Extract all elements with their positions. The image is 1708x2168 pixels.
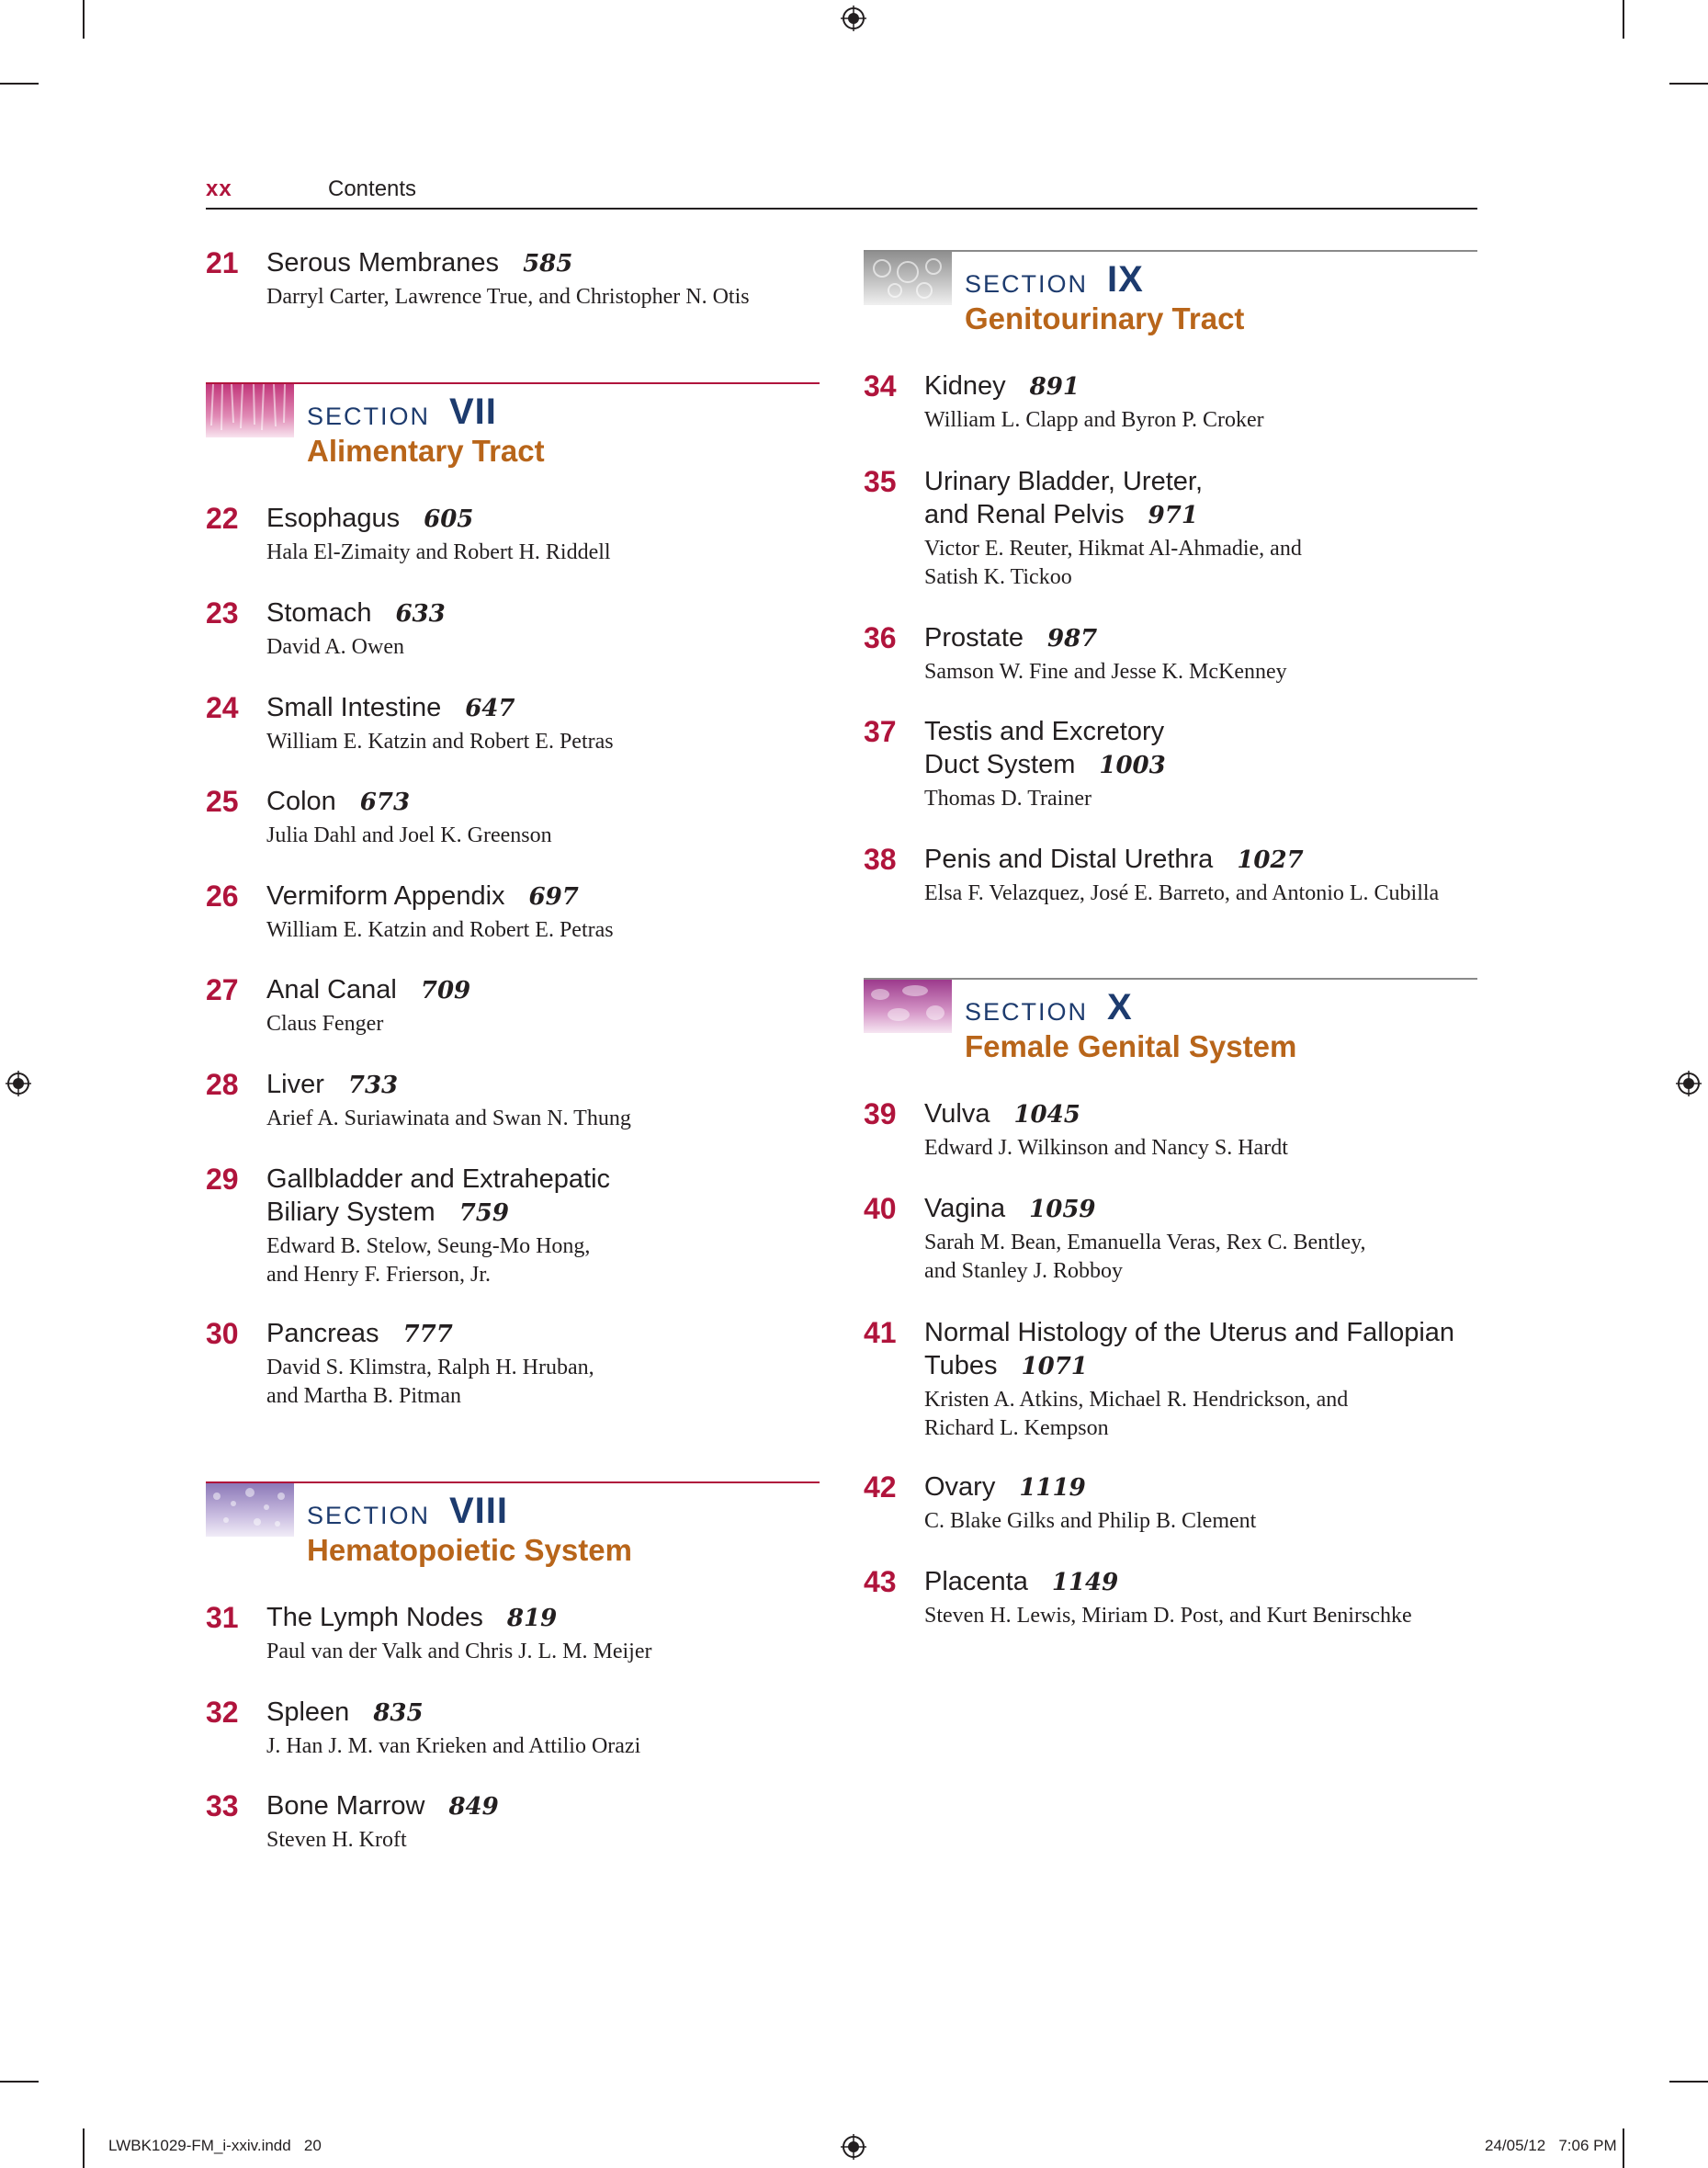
chapter-title — [266, 973, 470, 1007]
crop-mark — [1669, 83, 1708, 85]
author-line: David A. Owen — [266, 635, 404, 659]
chapter-authors — [266, 283, 750, 312]
chapter-title — [924, 465, 1203, 532]
author-line: Edward B. Stelow, Seung-Mo Hong, — [266, 1234, 591, 1258]
chapter-title-line: Vermiform Appendix — [266, 881, 505, 911]
page-number: 709 — [420, 977, 471, 1005]
author-line: William L. Clapp and Byron P. Croker — [924, 408, 1264, 432]
author-line: and Stanley J. Robboy — [924, 1259, 1123, 1283]
chapter-number: 32 — [206, 1696, 239, 1729]
chapter-number: 35 — [864, 465, 897, 498]
chapter-title — [266, 880, 579, 914]
author-line: Satish K. Tickoo — [924, 565, 1072, 589]
author-line: Julia Dahl and Joel K. Greenson — [266, 823, 552, 847]
chapter-title-line: Tubes — [924, 1351, 998, 1380]
running-title: Contents — [328, 176, 417, 201]
chapter-title-line: Serous Membranes — [266, 248, 500, 278]
chapter-authors — [266, 1010, 383, 1039]
registration-mark-icon — [841, 2134, 866, 2160]
chapter-number: 34 — [864, 369, 897, 403]
chapter-title-line: Gallbladder and Extrahepatic — [266, 1164, 611, 1194]
chapter-authors — [924, 785, 1092, 813]
chapter-title-line: Stomach — [266, 598, 372, 628]
page-number: 891 — [1029, 373, 1080, 401]
crop-mark — [0, 83, 39, 85]
chapter-title-line: Kidney — [924, 371, 1006, 401]
chapter-authors — [266, 1105, 631, 1133]
chapter-number: 43 — [864, 1565, 897, 1598]
section-rule — [206, 1481, 820, 1483]
registration-mark-icon — [841, 6, 866, 31]
page-number: 1045 — [1013, 1101, 1080, 1129]
author-line: David S. Klimstra, Ralph H. Hruban, — [266, 1356, 594, 1379]
author-line: Steven H. Lewis, Miriam D. Post, and Kurt Benirschke — [924, 1604, 1412, 1628]
section-rule — [206, 382, 820, 384]
chapter-title-line: Pancreas — [266, 1319, 379, 1348]
chapter-title-line: Vulva — [924, 1099, 990, 1129]
crop-mark — [1669, 2081, 1708, 2083]
chapter-title — [266, 785, 410, 819]
chapter-title — [266, 1163, 610, 1230]
page-number: 835 — [373, 1699, 424, 1727]
chapter-title — [924, 715, 1166, 782]
section-heading-viii — [206, 1481, 820, 1583]
author-line: Darryl Carter, Lawrence True, and Christopher N. Otis — [266, 285, 750, 309]
chapter-number: 26 — [206, 880, 239, 913]
chapter-title-line: and Renal Pelvis — [924, 500, 1125, 529]
author-line: Claus Fenger — [266, 1012, 384, 1036]
chapter-title-line: Vagina — [924, 1194, 1006, 1223]
chapter-number: 23 — [206, 596, 239, 630]
page-number: 633 — [395, 600, 446, 628]
author-line: Kristen A. Atkins, Michael R. Hendrickson, and — [924, 1388, 1349, 1412]
chapter-title-line: Small Intestine — [266, 693, 442, 722]
author-line: Edward J. Wilkinson and Nancy S. Hardt — [924, 1136, 1288, 1160]
chapter-authors — [924, 658, 1287, 687]
section-thumbnail-image — [864, 252, 952, 305]
chapter-title — [924, 843, 1304, 877]
chapter-title — [266, 1696, 424, 1730]
page-number: 1119 — [1019, 1474, 1086, 1502]
chapter-title — [924, 1192, 1096, 1226]
section-word: SECTION — [965, 998, 1089, 1026]
section-word: SECTION — [307, 403, 431, 430]
chapter-title-line: Anal Canal — [266, 975, 397, 1005]
section-roman-numeral: IX — [1107, 259, 1144, 300]
page-number: 585 — [523, 250, 573, 278]
chapter-title-line: Biliary System — [266, 1198, 435, 1227]
author-line: Sarah M. Bean, Emanuella Veras, Rex C. Bentley, — [924, 1231, 1366, 1254]
slug-date-time: 24/05/12 7:06 PM — [1485, 2137, 1617, 2154]
section-rule — [864, 250, 1477, 252]
chapter-authors — [266, 822, 552, 850]
chapter-title — [924, 369, 1080, 403]
author-line: William E. Katzin and Robert E. Petras — [266, 918, 614, 942]
section-name: Genitourinary Tract — [965, 301, 1245, 335]
page-number: 759 — [458, 1199, 509, 1227]
chapter-authors — [924, 880, 1439, 908]
page-number: 849 — [448, 1793, 499, 1821]
section-name: Female Genital System — [965, 1029, 1297, 1063]
running-header — [206, 173, 1477, 210]
chapter-authors — [266, 539, 611, 567]
chapter-title-line: Penis and Distal Urethra — [924, 845, 1214, 874]
section-roman-numeral: VII — [449, 392, 497, 432]
chapter-authors — [266, 1826, 407, 1855]
chapter-number: 21 — [206, 246, 239, 279]
chapter-number: 40 — [864, 1192, 897, 1225]
author-line: Thomas D. Trainer — [924, 787, 1092, 811]
chapter-authors — [266, 1232, 590, 1289]
author-line: and Henry F. Frierson, Jr. — [266, 1263, 492, 1287]
page-number: 1149 — [1051, 1569, 1119, 1596]
chapter-title — [266, 246, 572, 280]
crop-mark — [1623, 2128, 1624, 2168]
page-number: 1071 — [1021, 1353, 1088, 1380]
page-number: 1059 — [1029, 1196, 1096, 1223]
chapter-title — [266, 1789, 499, 1823]
author-line: Samson W. Fine and Jesse K. McKenney — [924, 660, 1287, 684]
chapter-title-line: Ovary — [924, 1472, 996, 1502]
chapter-title — [924, 1565, 1118, 1599]
chapter-authors — [266, 1638, 652, 1666]
section-name: Hematopoietic System — [307, 1533, 632, 1567]
page-number: 605 — [424, 505, 474, 533]
chapter-title — [924, 1097, 1080, 1131]
page-number: 971 — [1148, 502, 1198, 529]
page-number: 1027 — [1237, 846, 1304, 874]
chapter-authors — [924, 1134, 1288, 1163]
author-line: Steven H. Kroft — [266, 1828, 407, 1852]
chapter-title-line: Colon — [266, 787, 336, 816]
page-number: 697 — [528, 883, 579, 911]
chapter-title — [924, 1470, 1086, 1504]
author-line: Arief A. Suriawinata and Swan N. Thung — [266, 1107, 631, 1130]
section-thumbnail-image — [206, 1483, 294, 1537]
chapter-number: 29 — [206, 1163, 239, 1196]
section-name: Alimentary Tract — [307, 434, 545, 468]
section-heading-ix — [864, 250, 1477, 351]
page-number: 1003 — [1099, 752, 1166, 779]
chapter-number: 42 — [864, 1470, 897, 1504]
page-number: 777 — [402, 1321, 453, 1348]
author-line: Hala El-Zimaity and Robert H. Riddell — [266, 540, 611, 564]
registration-mark-icon — [6, 1071, 31, 1096]
chapter-number: 39 — [864, 1097, 897, 1130]
author-line: J. Han J. M. van Krieken and Attilio Orazi — [266, 1734, 641, 1758]
chapter-title-line: Bone Marrow — [266, 1791, 425, 1821]
chapter-number: 30 — [206, 1317, 239, 1350]
chapter-number: 27 — [206, 973, 239, 1006]
chapter-authors — [924, 535, 1302, 592]
chapter-title-line: Placenta — [924, 1567, 1028, 1596]
author-line: William E. Katzin and Robert E. Petras — [266, 730, 614, 754]
page-number: 987 — [1047, 625, 1098, 653]
registration-mark-icon — [1676, 1071, 1702, 1096]
section-rule — [864, 978, 1477, 980]
page-number: 673 — [359, 789, 411, 816]
chapter-title-line: Prostate — [924, 623, 1024, 653]
chapter-title-line: Normal Histology of the Uterus and Fallopian — [924, 1318, 1455, 1347]
chapter-title-line: Esophagus — [266, 504, 401, 533]
page-folio: xx — [206, 176, 232, 201]
chapter-title-line: Liver — [266, 1070, 324, 1099]
chapter-number: 36 — [864, 621, 897, 654]
chapter-authors — [266, 1732, 640, 1761]
crop-mark — [83, 2128, 85, 2168]
author-line: Richard L. Kempson — [924, 1416, 1109, 1440]
section-roman-numeral: X — [1107, 987, 1133, 1027]
chapter-title — [266, 502, 473, 536]
chapter-authors — [266, 1354, 594, 1411]
slug-file-name: LWBK1029-FM_i-xxiv.indd 20 — [108, 2137, 322, 2154]
page-number: 647 — [465, 695, 515, 722]
chapter-title-line: The Lymph Nodes — [266, 1603, 483, 1632]
section-word: SECTION — [965, 270, 1089, 298]
chapter-title — [266, 596, 446, 630]
author-line: Elsa F. Velazquez, José E. Barreto, and Antonio L. Cubilla — [924, 881, 1440, 905]
chapter-number: 22 — [206, 502, 239, 535]
section-heading-vii — [206, 382, 820, 483]
section-thumbnail-image — [206, 384, 294, 437]
page-number: 733 — [347, 1072, 399, 1099]
chapter-title-line: Urinary Bladder, Ureter, — [924, 467, 1204, 496]
chapter-authors — [924, 1507, 1256, 1536]
chapter-title — [924, 621, 1097, 655]
chapter-number: 37 — [864, 715, 897, 748]
chapter-title — [266, 1601, 557, 1635]
page-number: 819 — [506, 1605, 558, 1632]
chapter-authors — [266, 916, 614, 945]
chapter-authors — [266, 633, 404, 662]
chapter-title — [266, 1068, 398, 1102]
section-heading-x — [864, 978, 1477, 1079]
chapter-authors — [266, 728, 614, 756]
crop-mark — [0, 2081, 39, 2083]
chapter-number: 41 — [864, 1316, 897, 1349]
author-line: and Martha B. Pitman — [266, 1384, 461, 1408]
chapter-authors — [924, 1386, 1348, 1443]
chapter-number: 31 — [206, 1601, 239, 1634]
chapter-title-line: Duct System — [924, 750, 1076, 779]
crop-mark — [1623, 0, 1624, 39]
chapter-number: 24 — [206, 691, 239, 724]
chapter-title — [266, 691, 515, 725]
author-line: Paul van der Valk and Chris J. L. M. Meijer — [266, 1640, 652, 1663]
section-thumbnail-image — [864, 980, 952, 1033]
chapter-title — [266, 1317, 453, 1351]
crop-mark — [83, 0, 85, 39]
author-line: Victor E. Reuter, Hikmat Al-Ahmadie, and — [924, 537, 1302, 561]
author-line: C. Blake Gilks and Philip B. Clement — [924, 1509, 1257, 1533]
chapter-number: 25 — [206, 785, 239, 818]
chapter-authors — [924, 406, 1264, 435]
chapter-number: 38 — [864, 843, 897, 876]
chapter-title-line: Spleen — [266, 1697, 350, 1727]
section-roman-numeral: VIII — [449, 1491, 509, 1531]
chapter-number: 33 — [206, 1789, 239, 1822]
chapter-authors — [924, 1602, 1412, 1630]
chapter-title-line: Testis and Excretory — [924, 717, 1165, 746]
section-word: SECTION — [307, 1502, 431, 1529]
chapter-authors — [924, 1229, 1366, 1286]
chapter-title — [924, 1316, 1454, 1383]
chapter-number: 28 — [206, 1068, 239, 1101]
